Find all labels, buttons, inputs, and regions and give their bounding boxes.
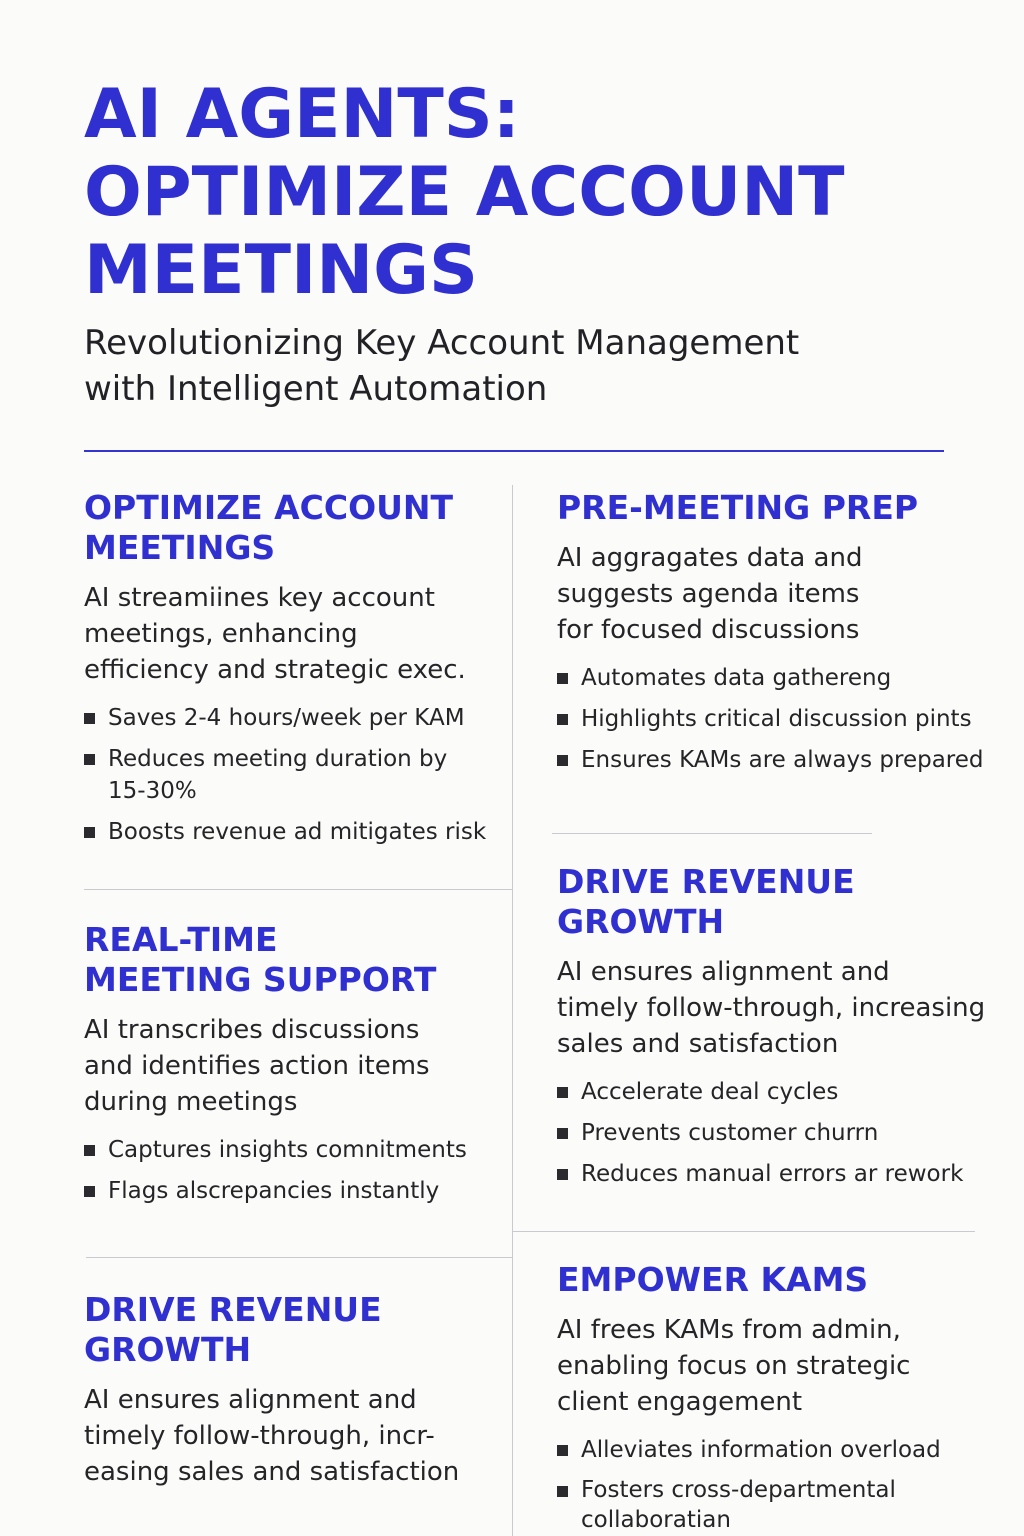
bullet-list — [557, 1434, 1002, 1535]
list-item-text: Alleviates information overload — [581, 1437, 941, 1463]
square-bullet-icon — [557, 755, 568, 766]
square-bullet-icon — [84, 827, 95, 838]
square-bullet-icon — [84, 713, 95, 724]
description-line: AI frees KAMs from admin, — [557, 1315, 901, 1345]
heading-line: PRE-MEETING PREP — [557, 488, 919, 527]
section-divider-left-2 — [86, 1257, 512, 1258]
section-description — [557, 540, 1002, 648]
subtitle-line: Revolutionizing Key Account Management — [84, 323, 800, 363]
heading-line: GROWTH — [557, 902, 725, 941]
description-line: sales and satisfaction — [557, 1029, 839, 1059]
description-line: AI aggragates data and — [557, 543, 863, 573]
section-drive-revenue-growth-right — [557, 862, 1002, 1199]
description-line: meetings, enhancing — [84, 619, 358, 649]
header-divider — [84, 450, 944, 452]
heading-line: EMPOWER KAMS — [557, 1260, 869, 1299]
square-bullet-icon — [557, 714, 568, 725]
section-pre-meeting-prep — [557, 488, 1002, 785]
description-line: suggests agenda items — [557, 579, 860, 609]
list-item — [557, 703, 1002, 735]
heading-line: DRIVE REVENUE — [557, 862, 855, 901]
column-divider — [512, 485, 513, 1536]
section-empower-kams — [557, 1260, 1002, 1536]
section-heading — [84, 920, 504, 1000]
section-divider-left-1 — [84, 889, 512, 890]
list-item-text: Automates data gathereng — [581, 665, 892, 691]
list-item-text: Fosters cross-departmental collaboratian — [581, 1477, 896, 1533]
section-heading — [557, 488, 1002, 528]
list-item-text: Boosts revenue ad mitigates risk — [108, 819, 487, 845]
heading-line: MEETING SUPPORT — [84, 960, 437, 999]
square-bullet-icon — [557, 673, 568, 684]
description-line: AI ensures alignment and — [84, 1385, 417, 1415]
heading-line: GROWTH — [84, 1330, 252, 1369]
page-subtitle — [84, 320, 904, 412]
list-item — [84, 1134, 504, 1166]
description-line: client engagement — [557, 1387, 803, 1417]
square-bullet-icon — [557, 1128, 568, 1139]
section-optimize-meetings — [84, 488, 504, 857]
description-line: AI transcribes discussions — [84, 1015, 420, 1045]
title-line: AI AGENTS: — [84, 75, 520, 154]
list-item — [557, 1117, 1002, 1149]
section-description — [84, 1012, 504, 1120]
subtitle-line: with Intelligent Automation — [84, 369, 548, 409]
heading-line: MEETINGS — [84, 528, 276, 567]
square-bullet-icon — [84, 754, 95, 765]
list-item-text: Ensures KAMs are always prepared — [581, 747, 984, 773]
description-line: and identifies action items — [84, 1051, 430, 1081]
square-bullet-icon — [557, 1445, 568, 1456]
description-line: easing sales and satisfaction — [84, 1457, 460, 1487]
list-item-text: Saves 2-4 hours/week per KAM — [108, 705, 465, 731]
square-bullet-icon — [557, 1486, 568, 1497]
square-bullet-icon — [557, 1087, 568, 1098]
list-item — [557, 1434, 1002, 1466]
heading-line: OPTIMIZE ACCOUNT — [84, 488, 454, 527]
list-item-text: Reduces manual errors ar rework — [581, 1161, 964, 1187]
list-item-text: Highlights critical discussion pints — [581, 706, 972, 732]
description-line: efficiency and strategic exec. — [84, 655, 466, 685]
section-heading — [557, 1260, 1002, 1300]
bullet-list — [557, 1076, 1002, 1190]
section-description — [84, 580, 504, 688]
section-real-time-support — [84, 920, 504, 1216]
bullet-list — [84, 702, 504, 848]
list-item-text: Accelerate deal cycles — [581, 1079, 839, 1105]
list-item — [84, 1175, 504, 1207]
page-title — [84, 76, 984, 310]
bullet-list — [84, 1134, 504, 1207]
section-divider-right-2 — [513, 1231, 975, 1232]
square-bullet-icon — [557, 1169, 568, 1180]
list-item — [557, 1076, 1002, 1108]
list-item — [557, 662, 1002, 694]
description-line: for focused discussions — [557, 615, 860, 645]
list-item-text: Captures insights comnitments — [108, 1137, 467, 1163]
list-item — [84, 743, 484, 807]
list-item-text: Reduces meeting duration by 15-30% — [108, 746, 448, 804]
section-heading — [84, 488, 504, 568]
section-description — [557, 1312, 1002, 1420]
list-item — [557, 744, 1002, 776]
heading-line: DRIVE REVENUE — [84, 1290, 382, 1329]
section-drive-revenue-growth-left — [84, 1290, 504, 1504]
list-item — [84, 816, 504, 848]
bullet-list — [557, 662, 1002, 776]
heading-line: REAL-TIME — [84, 920, 278, 959]
square-bullet-icon — [84, 1186, 95, 1197]
description-line: timely follow-through, increasing — [557, 993, 986, 1023]
title-line: OPTIMIZE ACCOUNT — [84, 153, 845, 232]
square-bullet-icon — [84, 1145, 95, 1156]
description-line: timely follow-through, incr- — [84, 1421, 435, 1451]
section-heading — [84, 1290, 504, 1370]
section-description — [557, 954, 1002, 1062]
section-divider-right-1 — [552, 833, 872, 834]
description-line: AI ensures alignment and — [557, 957, 890, 987]
section-description — [84, 1382, 504, 1490]
list-item-text: Prevents customer churrn — [581, 1120, 879, 1146]
description-line: during meetings — [84, 1087, 298, 1117]
title-line: MEETINGS — [84, 231, 478, 310]
description-line: AI streamiines key account — [84, 583, 435, 613]
list-item-text: Flags alscrepancies instantly — [108, 1178, 440, 1204]
list-item — [557, 1158, 1002, 1190]
list-item — [557, 1475, 937, 1535]
list-item — [84, 702, 504, 734]
section-heading — [557, 862, 1002, 942]
description-line: enabling focus on strategic — [557, 1351, 911, 1381]
